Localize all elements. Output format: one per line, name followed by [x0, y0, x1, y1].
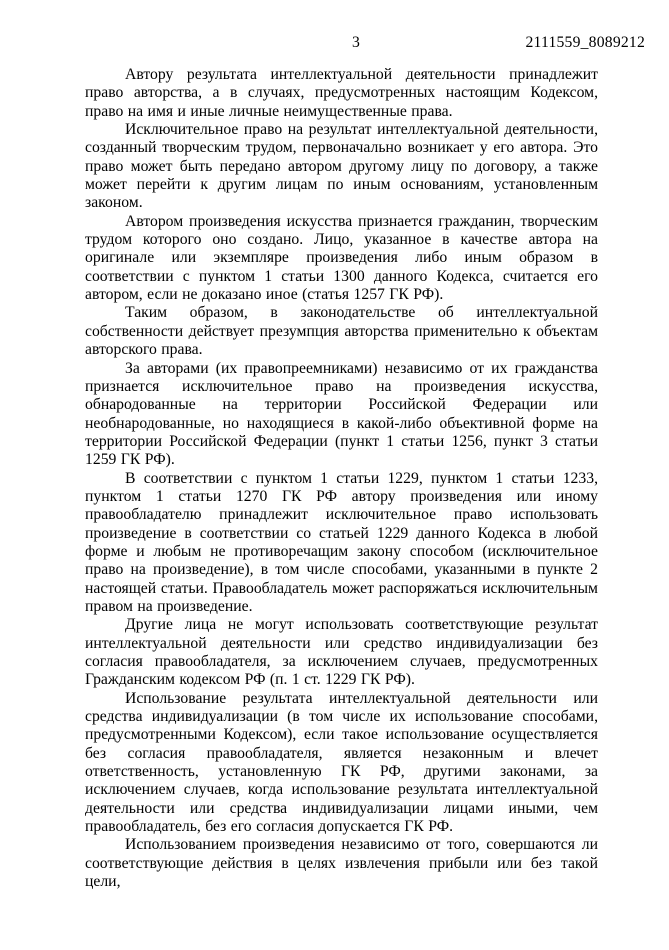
- paragraph-authors-successors: За авторами (их правопреемниками) независимо от их гражданства признается исключительное право на произведения искусства, обнародованные на территории Российской Федерации или необнародованные, но находящиеся в какой-либо объективной форме на территории Российской Федерации (пункт 1 статьи 1256, пункт 3 статьи 1259 ГК РФ).: [85, 359, 598, 469]
- paragraph-articles-1229-1233-1270: В соответствии с пунктом 1 статьи 1229, пунктом 1 статьи 1233, пунктом 1 статьи 1270 ГК РФ автору произведения или иному правообладателю принадлежит исключительное право использовать произведение в соответствии со статьей 1229 данного Кодекса в любой форме и любым не противоречащим закону способом (исключительное право на произведение), в том числе способами, указанными в пункте 2 настоящей статьи. Правообладатель может распоряжаться исключительным правом на произведение.: [85, 469, 598, 615]
- paragraph-use-regardless-of-profit: Использованием произведения независимо от того, совершаются ли соответствующие действия в целях извлечения прибыли или без такой цели,: [85, 836, 598, 891]
- paragraph-unlawful-use: Использование результата интеллектуальной деятельности или средства индивидуализации (в том числе их использование способами, предусмотренными Кодексом), если такое использование осуществляется без согласия правообладателя, является незаконным и влечет ответственность, установленную ГК РФ, другими законами, за исключением случаев, когда использование результата интеллектуальной деятельности или средства индивидуализации лицами иными, чем правообладатель, без его согласия допускается ГК РФ.: [85, 689, 598, 836]
- document-id: 2111559_8089212: [525, 34, 645, 51]
- page-number: 3: [352, 34, 360, 51]
- document-body: [85, 66, 598, 891]
- paragraph-author-of-artwork: Автором произведения искусства признается гражданин, творческим трудом которого оно создано. Лицо, указанное в качестве автора на оригинале или экземпляре произведения либо иным образом в соответствии с пунктом 1 статьи 1300 данного Кодекса, считается его автором, если не доказано иное (статья 1257 ГК РФ).: [85, 212, 598, 304]
- paragraph-author-rights: Автору результата интеллектуальной деятельности принадлежит право авторства, а в случаях, предусмотренных настоящим Кодексом, право на имя и иные личные неимущественные права.: [85, 66, 598, 120]
- page-header: [0, 0, 669, 60]
- paragraph-other-persons: Другие лица не могут использовать соответствующие результат интеллектуальной деятельности или средство индивидуализации без согласия правообладателя, за исключением случаев, предусмотренных Гражданским кодексом РФ (п. 1 ст. 1229 ГК РФ).: [85, 616, 598, 689]
- paragraph-authorship-presumption: Таким образом, в законодательстве об интеллектуальной собственности действует презумпция авторства применительно к объектам авторского права.: [85, 304, 598, 359]
- paragraph-exclusive-right-origin: Исключительное право на результат интеллектуальной деятельности, созданный творческим трудом, первоначально возникает у его автора. Это право может быть передано автором другому лицу по договору, а также может перейти к другим лицам по иным основаниям, установленным законом.: [85, 121, 598, 212]
